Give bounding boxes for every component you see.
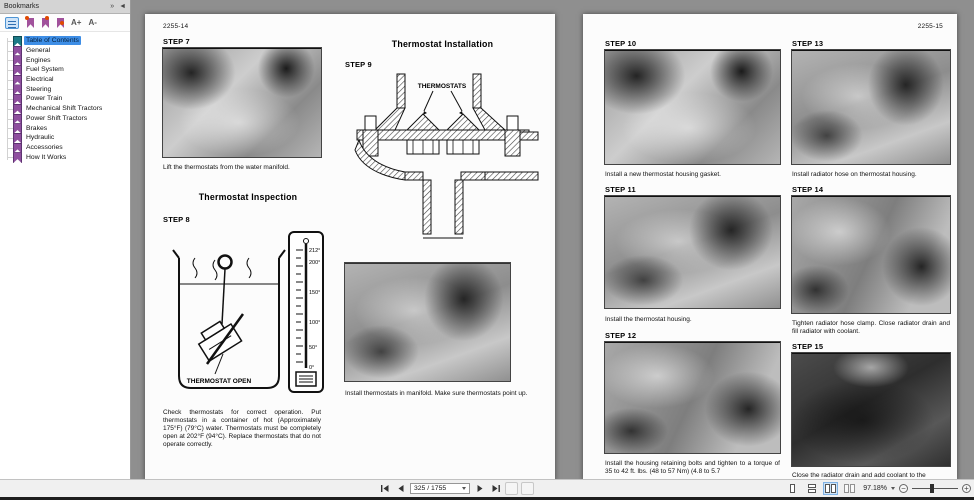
thermometer-tick: 150° — [309, 290, 321, 296]
step9-caption: Install thermostats in manifold. Make sure thermostats point up. — [345, 390, 528, 397]
step11-photo — [605, 196, 780, 308]
step13-caption: Install radiator hose on thermostat housing. — [792, 171, 917, 178]
bookmark-item-hydraulic[interactable]: Hydraulic — [0, 133, 130, 143]
bookmarks-toolbar — [0, 14, 130, 32]
step12-caption: Install the housing retaining bolts and tighten to a torque of 35 to 42 ft. lbs. (48 to 57 Nm) (4.8 to 5.7 — [605, 460, 780, 475]
new-bookmark-icon[interactable] — [41, 17, 49, 28]
right-page-column-1 — [605, 14, 780, 476]
bookmarks-panel-title: Bookmarks — [4, 3, 40, 10]
step14-caption: Tighten radiator hose clamp. Close radiator drain and fill radiator with coolant. — [792, 320, 950, 335]
document-page-right — [583, 14, 957, 481]
step10-photo — [605, 50, 780, 164]
step13-heading: STEP 13 — [792, 39, 824, 48]
bookmark-item-accessories[interactable]: Accessories — [0, 143, 130, 153]
bookmark-item-how-it-works[interactable]: How It Works — [0, 152, 130, 162]
step10-caption: Install a new thermostat housing gasket. — [605, 171, 721, 178]
bookmark-item-power-shift-tractors[interactable]: Power Shift Tractors — [0, 114, 130, 124]
panel-dock-icon[interactable]: » — [110, 2, 115, 10]
bookmark-item-electrical[interactable]: Electrical — [0, 75, 130, 85]
zoom-level-value[interactable]: 97.18% — [863, 485, 887, 492]
bookmark-icon — [13, 152, 22, 163]
zoom-controls-group — [785, 482, 971, 495]
thermometer-tick: 212° — [309, 248, 321, 254]
step10-heading: STEP 10 — [605, 39, 637, 48]
bookmark-item-fuel-system[interactable]: Fuel System — [0, 65, 130, 75]
step14-heading: STEP 14 — [792, 185, 824, 194]
zoom-slider-thumb[interactable] — [930, 484, 934, 493]
page-number-input[interactable] — [410, 483, 470, 494]
viewer-bottom-toolbar — [0, 479, 974, 497]
next-view-icon[interactable] — [521, 482, 534, 495]
page-input-dropdown-icon[interactable] — [462, 487, 466, 490]
thermometer-tick: 200° — [309, 260, 321, 266]
thermostat-installation-title: Thermostat Installation — [391, 39, 494, 49]
step9-photo — [345, 263, 510, 381]
step7-photo — [163, 48, 321, 157]
step12-photo — [605, 342, 780, 453]
thermostats-label: THERMOSTATS — [417, 83, 467, 90]
step7-heading: STEP 7 — [163, 37, 190, 46]
step13-photo — [792, 50, 950, 164]
bookmark-item-steering[interactable]: Steering — [0, 84, 130, 94]
bookmark-item-engines[interactable]: Engines — [0, 55, 130, 65]
page-navigation-group — [378, 482, 534, 495]
bookmark-item-general[interactable]: General — [0, 46, 130, 56]
step9-heading: STEP 9 — [345, 60, 372, 69]
thermostat-open-label: THERMOSTAT OPEN — [186, 378, 252, 385]
right-page-column-2 — [792, 14, 950, 480]
bookmarks-panel — [0, 0, 131, 481]
previous-page-button[interactable] — [394, 483, 407, 495]
left-page-column-2 — [345, 14, 540, 398]
step8-caption: Check thermostats for correct operation. Put thermostats in a container of hot (Approximately 175°F) (79°C) water. Thermostats must be completely open at 202°F (94°C). Replace thermostats that do not operate correctly. — [163, 409, 321, 448]
bookmark-item-mechanical-shift-tractors[interactable]: Mechanical Shift Tractors — [0, 104, 130, 114]
two-page-view-icon[interactable] — [823, 482, 838, 495]
step15-photo — [792, 353, 950, 466]
page-number-value: 325 / 1755 — [414, 485, 447, 492]
thermometer-tick: 50° — [309, 345, 318, 351]
previous-view-icon[interactable] — [505, 482, 518, 495]
thermostats-cross-section-diagram — [345, 72, 540, 252]
thermometer-tick: 100° — [309, 320, 321, 326]
page-number-right: 2255-15 — [917, 23, 943, 30]
thermostat-inspection-title: Thermostat Inspection — [198, 192, 298, 202]
two-page-scrolling-view-icon[interactable] — [842, 482, 857, 495]
step15-heading: STEP 15 — [792, 342, 824, 351]
page-number-left: 2255-14 — [163, 23, 189, 30]
expand-current-bookmark-icon[interactable] — [26, 17, 34, 28]
step11-caption: Install the thermostat housing. — [605, 316, 692, 323]
bookmark-item-brakes[interactable]: Brakes — [0, 123, 130, 133]
thermometer-tick: 0° — [309, 365, 315, 371]
step7-caption: Lift the thermostats from the water manifold. — [163, 164, 290, 171]
left-page-column-1 — [163, 14, 321, 449]
scrolling-page-view-icon[interactable] — [804, 482, 819, 495]
zoom-out-icon[interactable]: − — [899, 484, 908, 493]
bookmarks-tree — [0, 32, 130, 162]
bookmarks-panel-header — [0, 0, 130, 14]
zoom-in-icon[interactable]: + — [962, 484, 971, 493]
step14-photo — [792, 196, 950, 313]
step11-heading: STEP 11 — [605, 185, 636, 194]
step12-heading: STEP 12 — [605, 331, 637, 340]
thermostat-open-diagram — [163, 228, 335, 396]
next-page-button[interactable] — [473, 483, 486, 495]
bookmark-options-icon[interactable] — [5, 17, 19, 29]
zoom-slider[interactable] — [912, 484, 958, 493]
single-page-view-icon[interactable] — [785, 482, 800, 495]
text-size-increase-button[interactable]: A+ — [71, 18, 82, 27]
document-page-left — [145, 14, 555, 481]
panel-collapse-icon[interactable]: ◄ — [119, 2, 126, 10]
bookmark-item-table-of-contents[interactable]: Table of Contents — [0, 36, 130, 46]
zoom-dropdown-icon[interactable] — [891, 487, 895, 490]
step15-caption: Close the radiator drain and add coolant to the — [792, 472, 926, 479]
delete-bookmark-icon[interactable] — [56, 17, 64, 28]
text-size-decrease-button[interactable]: A- — [88, 18, 97, 27]
bookmark-item-power-train[interactable]: Power Train — [0, 94, 130, 104]
first-page-button[interactable] — [378, 483, 391, 495]
last-page-button[interactable] — [489, 483, 502, 495]
step8-heading: STEP 8 — [163, 215, 190, 224]
